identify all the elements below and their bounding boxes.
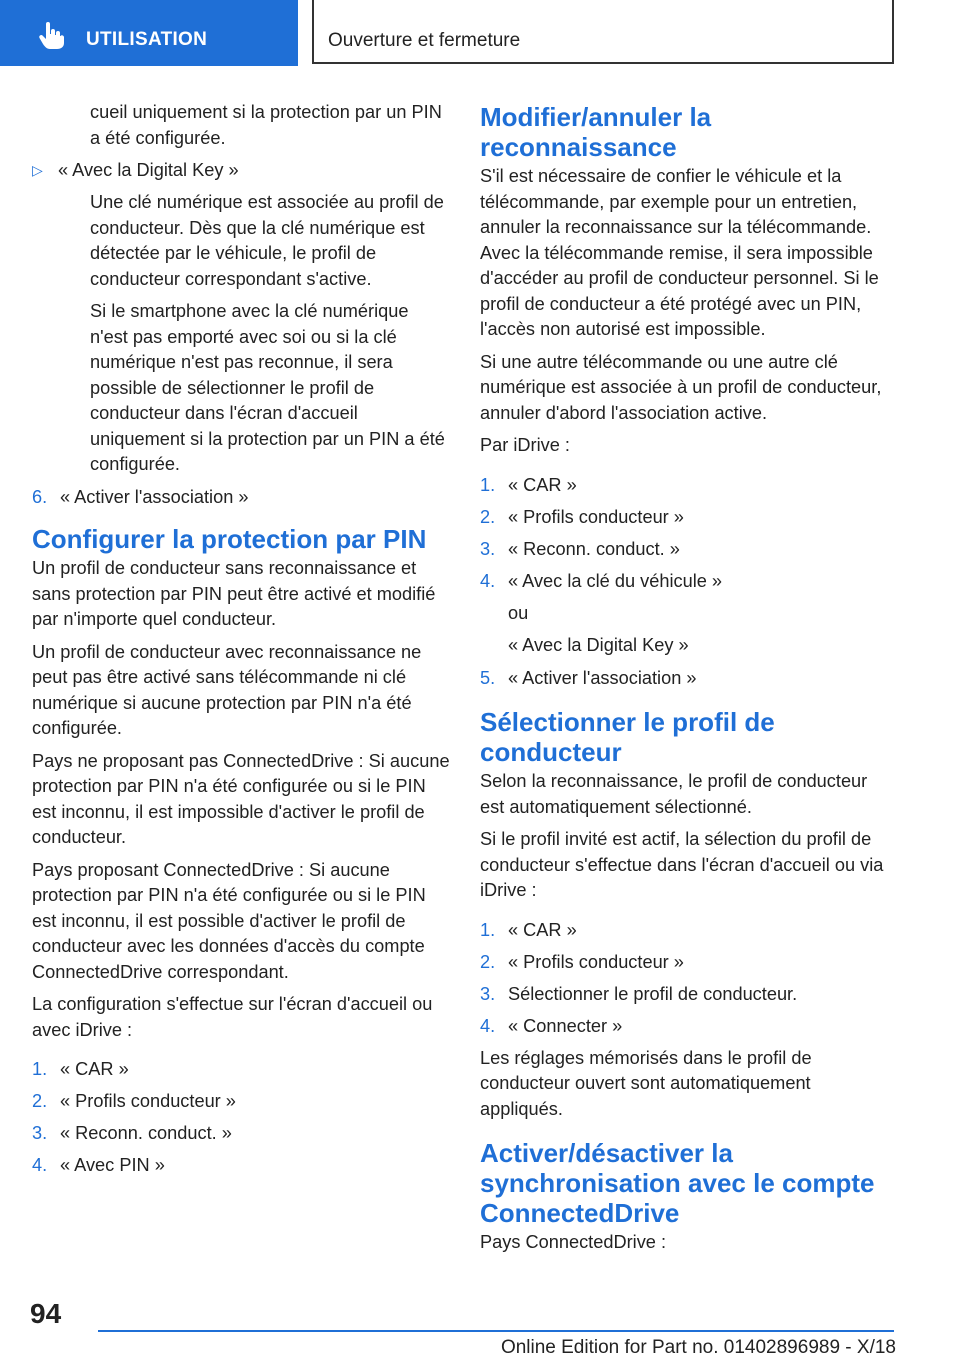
section-heading: Activer/désactiver la synchronisation avec le compte ConnectedDrive (480, 1138, 875, 1228)
list-item (32, 1089, 450, 1115)
right-column (480, 100, 894, 1263)
step-number: 4. (480, 1015, 496, 1036)
section-label: UTILISATION (86, 29, 208, 50)
list-item (32, 1153, 450, 1179)
step-number: 2. (480, 951, 496, 972)
step-number: 3. (480, 983, 496, 1004)
step-number: 3. (32, 1123, 48, 1143)
step-text: « Activer l'association » (60, 486, 249, 507)
list-item (480, 537, 894, 563)
list-item (480, 505, 894, 531)
step-text: « Activer l'association » (508, 667, 697, 688)
paragraph: La configuration s'effectue sur l'écran d'accueil ou avec iDrive : (32, 994, 433, 1040)
section-tab (0, 0, 298, 66)
list-item (480, 569, 894, 595)
step-number: 3. (480, 538, 496, 559)
paragraph: Un profil de conducteur avec reconnaissance ne peut pas être activé sans télécommande ni clé numérique si aucune protection par PIN n'a été configurée. (32, 641, 422, 738)
bullet-paragraph-1: Une clé numérique est associée au profil de conducteur. Dès que la clé numérique est détectée par le véhicule, le profil de conducteur correspondant s'active. (90, 192, 444, 289)
chapter-tab (312, 0, 894, 64)
step-text: « Reconn. conduct. » (60, 1123, 232, 1143)
step-text: « Profils conducteur » (508, 506, 684, 527)
page-header (0, 0, 960, 66)
step-text: « Profils conducteur » (60, 1091, 236, 1111)
paragraph: Si le profil invité est actif, la sélection du profil de conducteur s'effectue dans l'écran d'accueil ou via iDrive : (480, 829, 884, 900)
edition-text: Online Edition for Part no. 01402896989 - X/18 (500, 1337, 896, 1358)
list-item (480, 473, 894, 499)
bullet-paragraph-2: Si le smartphone avec la clé numérique n'est pas emporté avec soi ou si la clé numérique n'est pas reconnue, il sera possible de sélectionner le profil de conducteur dans l'écran d'accueil uniquement si la protection par un PIN a été configurée. (90, 301, 445, 474)
step-text: « Avec la clé du véhicule » (508, 570, 723, 591)
step-number: 4. (480, 570, 496, 591)
paragraph: Pays proposant ConnectedDrive : Si aucune protection par PIN n'a été configurée ou si le PIN est inconnu, il est possible d'activer le profil de conducteur avec les données d'accès du compte ConnectedDrive correspondant. (32, 859, 426, 982)
page-number: 94 (30, 1298, 62, 1329)
alt-option-text: « Avec la Digital Key » (508, 635, 689, 655)
step-number: 1. (32, 1059, 48, 1079)
list-item (32, 485, 450, 511)
step-text: Sélectionner le profil de conducteur. (508, 983, 798, 1004)
paragraph: S'il est nécessaire de confier le véhicule et la télécommande, par exemple pour un entretien, annuler la reconnaissance sur la télécommande. Avec la télécommande remise, il sera impossible d'accéder au profil de conducteur personnel. Si le profil de conducteur a été protégé avec un PIN, l'accès non autorisé est impossible. (480, 166, 879, 339)
left-column (32, 100, 450, 1185)
step-text: « CAR » (60, 1059, 129, 1079)
paragraph: Un profil de conducteur sans reconnaissance et sans protection par PIN peut être activé et modifié par n'importe quel conducteur. (32, 558, 436, 629)
step-number: 2. (32, 1091, 48, 1111)
step-number: 4. (32, 1155, 48, 1175)
paragraph: Si une autre télécommande ou une autre clé numérique est associée à un profil de conducteur, annuler d'abord l'association active. (480, 351, 882, 423)
step-text: « Avec PIN » (60, 1155, 165, 1175)
or-text: ou (508, 602, 529, 623)
step-number: 5. (480, 667, 496, 688)
paragraph: Les réglages mémorisés dans le profil de conducteur ouvert sont automatiquement appliqués. (480, 1047, 812, 1119)
list-item (480, 1014, 894, 1040)
section-heading: Configurer la protection par PIN (32, 524, 427, 554)
continued-text: cueil uniquement si la protection par un PIN a été configurée. (90, 102, 442, 148)
step-text: « CAR » (508, 919, 577, 940)
section-heading: Sélectionner le profil de conducteur (480, 707, 775, 767)
step-text: « Reconn. conduct. » (508, 538, 680, 559)
paragraph: Selon la reconnaissance, le profil de conducteur est automatiquement sélectionné. (480, 771, 868, 817)
paragraph: Par iDrive : (480, 435, 570, 455)
paragraph: Pays ne proposant pas ConnectedDrive : Si aucune protection par PIN n'a été configurée ou si le PIN est inconnu, il est impossible d'activer le profil de conducteur. (32, 750, 450, 847)
step-text: « CAR » (508, 474, 577, 495)
list-item (32, 1121, 450, 1147)
step-text: « Profils conducteur » (508, 951, 684, 972)
step-number: 6. (32, 486, 48, 507)
footer-divider (98, 1330, 894, 1332)
list-item (480, 666, 894, 692)
list-item (480, 918, 894, 944)
list-item (480, 950, 894, 976)
step-text: « Connecter » (508, 1015, 623, 1036)
pointing-hand-icon (38, 22, 64, 50)
step-number: 1. (480, 474, 496, 495)
section-heading: Modifier/annuler la reconnaissance (480, 102, 712, 162)
chapter-title: Ouverture et fermeture (328, 30, 521, 51)
paragraph: Pays ConnectedDrive : (480, 1232, 667, 1252)
bullet-item (0, 158, 450, 184)
step-number: 1. (480, 919, 496, 940)
step-number: 2. (480, 506, 496, 527)
list-item (32, 1057, 450, 1083)
triangle-bullet-icon: ▷ (32, 162, 43, 178)
bullet-title: « Avec la Digital Key » (58, 160, 239, 180)
list-item (480, 982, 894, 1008)
